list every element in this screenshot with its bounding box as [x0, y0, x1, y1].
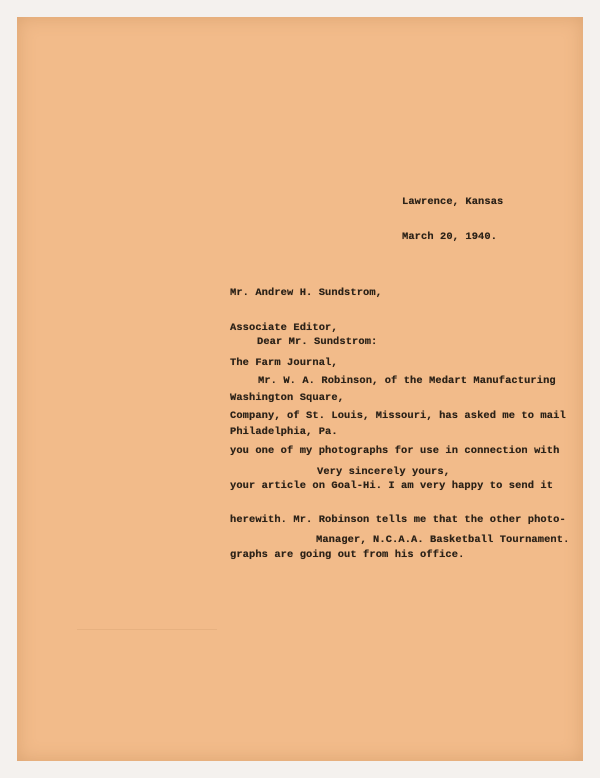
body-line: Company, of St. Louis, Missouri, has asked me to mail — [230, 409, 566, 422]
addressee-line: The Farm Journal, — [230, 356, 338, 369]
letter-heading — [402, 174, 503, 267]
letter-date: March 20, 1940. — [402, 230, 498, 243]
body-line: your article on Goal-Hi. I am very happy to send it — [230, 479, 554, 492]
body-line: graphs are going out from his office. — [230, 549, 465, 562]
body-line: you one of my photographs for use in connection with — [230, 444, 560, 457]
addressee-line: Philadelphia, Pa. — [230, 426, 338, 439]
body-line: herewith. Mr. Robinson tells me that the other photo- — [230, 514, 566, 527]
letter-place: Lawrence, Kansas — [402, 196, 504, 209]
signature-line: Manager, N.C.A.A. Basketball Tournament. — [316, 534, 570, 546]
paper-crease — [77, 629, 217, 630]
salutation: Dear Mr. Sundstrom: — [257, 336, 378, 348]
addressee-line: Associate Editor, — [230, 321, 338, 334]
addressee-line: Washington Square, — [230, 391, 345, 404]
addressee-line: Mr. Andrew H. Sundstrom, — [230, 287, 383, 300]
body-line: Mr. W. A. Robinson, of the Medart Manufacturing — [258, 375, 556, 388]
complimentary-close: Very sincerely yours, — [317, 466, 451, 478]
